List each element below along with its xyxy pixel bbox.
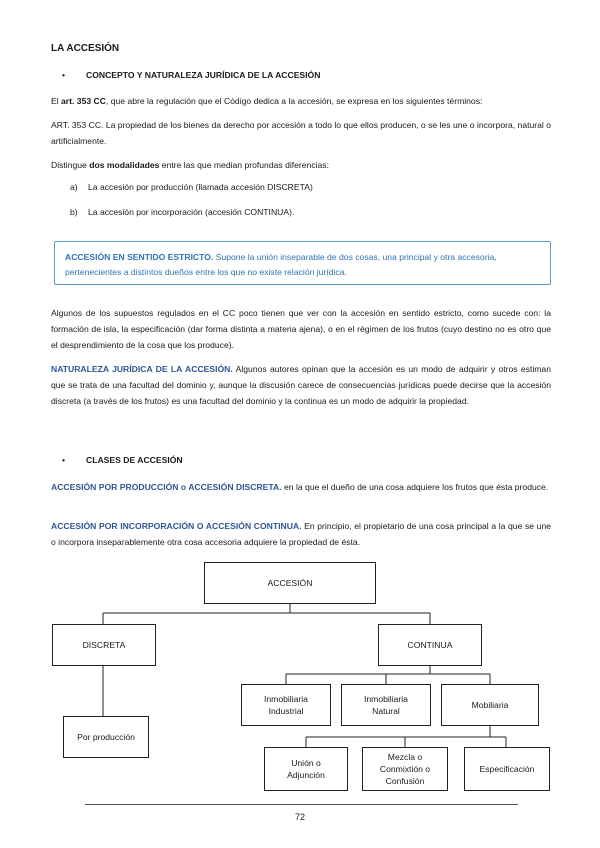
section-heading-concepto: • CONCEPTO Y NATURALEZA JURÍDICA DE LA ACCESIÓN [62, 70, 321, 80]
page-title: LA ACCESIÓN [51, 43, 120, 54]
definition-callout: ACCESIÓN EN SENTIDO ESTRICTO. Supone la unión inseparable de dos cosas, una principal y otra accesoria, pertenecientes a distintos dueños entre los que no existe relación jurídica. [54, 241, 551, 285]
paragraph-modalities: Distingue dos modalidades entre las que median profundas diferencias: [51, 160, 330, 170]
paragraph-article-intro: El art. 353 CC, que abre la regulación que el Código dedica a la accesión, se expresa en los siguientes términos: [51, 96, 483, 106]
paragraph-continua: ACCESIÓN POR INCORPORACIÓN O ACCESIÓN CONTINUA. En principio, el propietario de una cosa principal a la que se une o incorpora inseparablemente otra cosa accesoria adquiere la propiedad de ésta. [51, 521, 552, 547]
list-item: a) La accesión por producción (llamada accesión DISCRETA) [70, 182, 313, 192]
diagram-node-produccion: Por producción [63, 716, 149, 758]
bullet-icon: • [62, 455, 66, 465]
diagram-node-mezcla: Mezcla o Conmixtión o Confusión [362, 747, 448, 791]
list-item: b) La accesión por incorporación (accesión CONTINUA). [70, 207, 295, 217]
diagram-node-continua: CONTINUA [378, 624, 482, 666]
diagram-node-inmobiliaria-natural: Inmobiliaria Natural [341, 684, 431, 726]
section-heading-clases: • CLASES DE ACCESIÓN [62, 455, 183, 465]
diagram-node-inmobiliaria-industrial: Inmobiliaria Industrial [241, 684, 331, 726]
diagram-node-union: Unión o Adjunción [264, 747, 348, 791]
paragraph-article-text: ART. 353 CC. La propiedad de los bienes da derecho por accesión a todo lo que ellos producen, o se les une o incorpora, natural o artificialmente. [51, 120, 551, 146]
page-number: 72 [294, 812, 305, 822]
bullet-icon: • [62, 70, 66, 80]
paragraph-discreta: ACCESIÓN POR PRODUCCIÓN o ACCESIÓN DISCRETA. en la que el dueño de una cosa adquiere los frutos que ésta produce. [51, 482, 549, 492]
paragraph-supuestos: Algunos de los supuestos regulados en el CC poco tienen que ver con la accesión en sentido estricto, como sucede con: la formación de isla, la especificación (dar forma distinta a materia ajena), o en el régimen de los frutos (cuyo destino no es otro que el desprendimiento de la cosa que los produce). [51, 308, 551, 350]
diagram-node-discreta: DISCRETA [52, 624, 156, 666]
paragraph-naturaleza: NATURALEZA JURÍDICA DE LA ACCESIÓN. Algunos autores opinan que la accesión es un modo de adquirir y otros estiman que se trata de una facultad del dominio y, aunque la discusión carece de consecuencias jurídicas puede decirse que la accesión discreta (a través de los frutos) es una facultad del dominio y la continua es un modo de adquirir la propiedad. [51, 364, 551, 406]
diagram-node-especificacion: Especificación [464, 747, 550, 791]
diagram-node-mobiliaria: Mobiliaria [441, 684, 539, 726]
footer-divider [85, 804, 518, 805]
diagram-node-root: ACCESIÓN [204, 562, 376, 604]
